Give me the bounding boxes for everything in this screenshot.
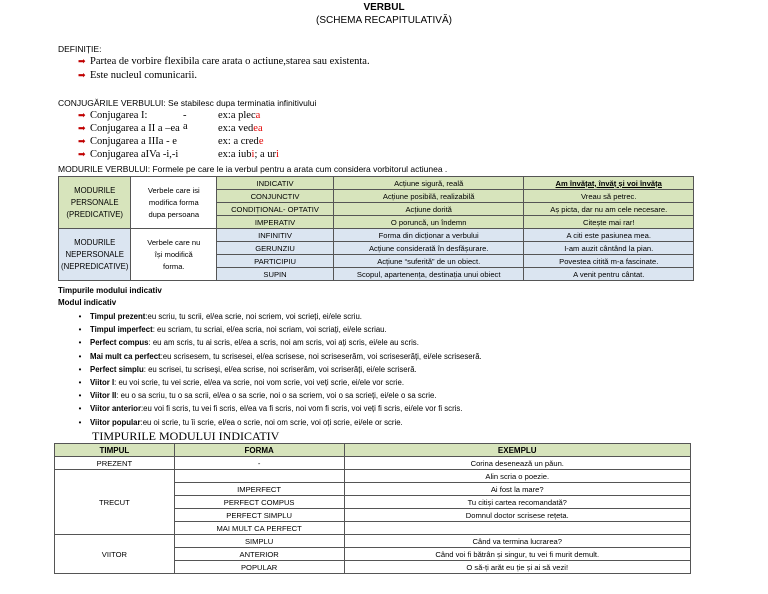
page-subtitle: (SCHEMA RECAPITULATIVĂ) — [316, 15, 452, 26]
moduri-nepersonale-desc: Verbele care nu își modifică forma. — [131, 229, 217, 281]
table-row — [59, 229, 694, 242]
table-row — [55, 457, 691, 470]
forma-cell: - — [174, 457, 344, 470]
timpurile-heading: Timpurile modului indicativ — [58, 286, 162, 295]
mod-desc: Scopul, apartenența, destinația unui obiect — [333, 268, 524, 281]
mod-name: PARTICIPIU — [217, 255, 334, 268]
mod-example: Vreau să petrec. — [524, 190, 694, 203]
column-header: FORMA — [174, 444, 344, 457]
timpuri-list — [70, 310, 482, 429]
column-header: EXEMPLU — [344, 444, 691, 457]
mod-name: INDICATIV — [217, 177, 334, 190]
mod-name: SUPIN — [217, 268, 334, 281]
mod-example: I-am auzit cântând la pian. — [524, 242, 694, 255]
list-item: • Mai mult ca perfect:eu scrisesem, tu scrisesei, el/ea scrisese, noi scriseserăm, voi scriseserăți, ei/ele scriseseră. — [78, 351, 482, 361]
timp-cell: VIITOR — [55, 535, 175, 574]
conjugare-item: ➡ Conjugarea a IIIa - e ex: a crede — [78, 136, 264, 147]
mod-example: A venit pentru cântat. — [524, 268, 694, 281]
conjugare-item: ➡ Conjugarea I: -a ex:a pleca — [78, 110, 261, 132]
mod-desc: O poruncă, un îndemn — [333, 216, 524, 229]
definitie-item: ➡ Este nucleul comunicarii. — [78, 70, 198, 81]
table-row — [59, 177, 694, 190]
forma-cell: PERFECT SIMPLU — [174, 509, 344, 522]
arrow-right-icon: ➡ — [78, 70, 86, 80]
page-title: VERBUL — [363, 2, 405, 13]
list-item: • Perfect simplu: eu scrisei, tu scriseși, el/ea scrise, noi scriserăm, voi scriserăți, ei/ele scriseră. — [78, 364, 417, 374]
table-header-row — [55, 444, 691, 457]
mod-desc: Acțiune considerată în desfășurare. — [333, 242, 524, 255]
exemplu-cell: Când va termina lucrarea? — [344, 535, 691, 548]
list-item: • Perfect compus: eu am scris, tu ai scris, el/ea a scris, noi am scris, voi ați scris, ei/ele au scris. — [78, 338, 419, 348]
forma-cell: PERFECT COMPUS — [174, 496, 344, 509]
definitie-item: ➡ Partea de vorbire flexibila care arata o actiune,starea sau existenta. — [78, 56, 370, 67]
arrow-right-icon: ➡ — [78, 149, 86, 159]
moduri-table — [58, 176, 694, 281]
conjugare-item: ➡ Conjugarea aIVa -i,-i ex:a iubi; a uri — [78, 149, 279, 160]
mod-example: A citi este pasiunea mea. — [524, 229, 694, 242]
moduri-personale-label: MODURILE PERSONALE (PREDICATIVE) — [59, 177, 131, 229]
exemplu-cell: Tu citiși cartea recomandată? — [344, 496, 691, 509]
moduri-heading: MODURILE VERBULUI: Formele pe care le ia verbul pentru a arata cum considera vorbitorul actiunea . — [58, 164, 448, 174]
mod-name: CONDIȚIONAL- OPTATIV — [217, 203, 334, 216]
mod-name: CONJUNCTIV — [217, 190, 334, 203]
forma-cell: SIMPLU — [174, 535, 344, 548]
mod-desc: Acțiune posibilă, realizabilă — [333, 190, 524, 203]
list-item: • Timpul prezent:eu scriu, tu scrii, el/ea scrie, noi scriem, voi scrieți, ei/ele scriu. — [78, 312, 362, 321]
moduri-nepersonale-label: MODURILE NEPERSONALE (NEPREDICATIVE) — [59, 229, 131, 281]
mod-example: Am învățat, învăț și voi învăța — [524, 177, 694, 190]
exemplu-cell: Când voi fi bătrân și singur, tu vei fi murit demult. — [344, 548, 691, 561]
mod-name: GERUNZIU — [217, 242, 334, 255]
list-item: • Timpul imperfect: eu scriam, tu scriai, el/ea scria, noi scriam, voi scriați, ei/ele scriau. — [78, 325, 387, 335]
exemplu-cell — [344, 522, 691, 535]
arrow-right-icon: ➡ — [78, 136, 86, 146]
definitie-heading: DEFINIȚIE: — [58, 44, 102, 54]
mod-example: Povestea citită m-a fascinate. — [524, 255, 694, 268]
exemplu-cell: Corina desenează un păun. — [344, 457, 691, 470]
conjugari-heading: CONJUGĂRILE VERBULUI: Se stabilesc dupa terminatia infinitivului — [58, 98, 317, 108]
timp-cell: PREZENT — [55, 457, 175, 470]
mod-example: Aș picta, dar nu am cele necesare. — [524, 203, 694, 216]
forma-cell: ANTERIOR — [174, 548, 344, 561]
forma-cell: POPULAR — [174, 561, 344, 574]
column-header: TIMPUL — [55, 444, 175, 457]
mod-desc: Acțiune sigură, reală — [333, 177, 524, 190]
timp-cell: TRECUT — [55, 470, 175, 535]
list-item: • Viitor popular:eu oi scrie, tu îi scrie, el/ea o scrie, noi om scrie, voi oți scrie, ei/ele or scrie. — [78, 417, 403, 427]
list-item: • Viitor II: eu o sa scriu, tu o sa scrii, el/ea o sa scrie, noi o sa scriem, voi o sa scrieți, ei/ele o sa scrie. — [78, 391, 437, 401]
mod-name: IMPERATIV — [217, 216, 334, 229]
forma-cell: IMPERFECT — [174, 483, 344, 496]
tabel2-title: TIMPURILE MODULUI INDICATIV — [92, 429, 280, 443]
exemplu-cell: Ai fost la mare? — [344, 483, 691, 496]
exemplu-cell: Domnul doctor scrisese rețeta. — [344, 509, 691, 522]
arrow-right-icon: ➡ — [78, 56, 86, 66]
mod-example: Citește mai rar! — [524, 216, 694, 229]
mod-name: INFINITIV — [217, 229, 334, 242]
arrow-right-icon: ➡ — [78, 123, 86, 133]
exemplu-cell: Alin scria o poezie. — [344, 470, 691, 483]
timpuri-table — [54, 443, 691, 574]
exemplu-cell: O să-ți arăt eu ție și ai să vezi! — [344, 561, 691, 574]
arrow-right-icon: ➡ — [78, 110, 86, 120]
moduri-personale-desc: Verbele care isi modifica forma dupa persoana — [131, 177, 217, 229]
mod-desc: Acțiune “suferită” de un obiect. — [333, 255, 524, 268]
forma-cell: MAI MULT CA PERFECT — [174, 522, 344, 535]
table-row — [55, 535, 691, 548]
mod-desc: Forma din dicționar a verbului — [333, 229, 524, 242]
modul-heading: Modul indicativ — [58, 298, 117, 307]
conjugare-item: ➡ Conjugarea a II a –ea ex:a vedea — [78, 123, 263, 134]
list-item: • Viitor I: eu voi scrie, tu vei scrie, el/ea va scrie, noi vom scrie, voi veți scrie, ei/ele vor scrie. — [78, 377, 405, 387]
mod-desc: Acțiune dorită — [333, 203, 524, 216]
forma-cell — [174, 470, 344, 483]
list-item: • Viitor anterior:eu voi fi scris, tu vei fi scris, el/ea va fi scris, noi vom fi scris, voi veți fi scris, ei/ele vor fi scris. — [78, 404, 463, 414]
table-row — [55, 470, 691, 483]
